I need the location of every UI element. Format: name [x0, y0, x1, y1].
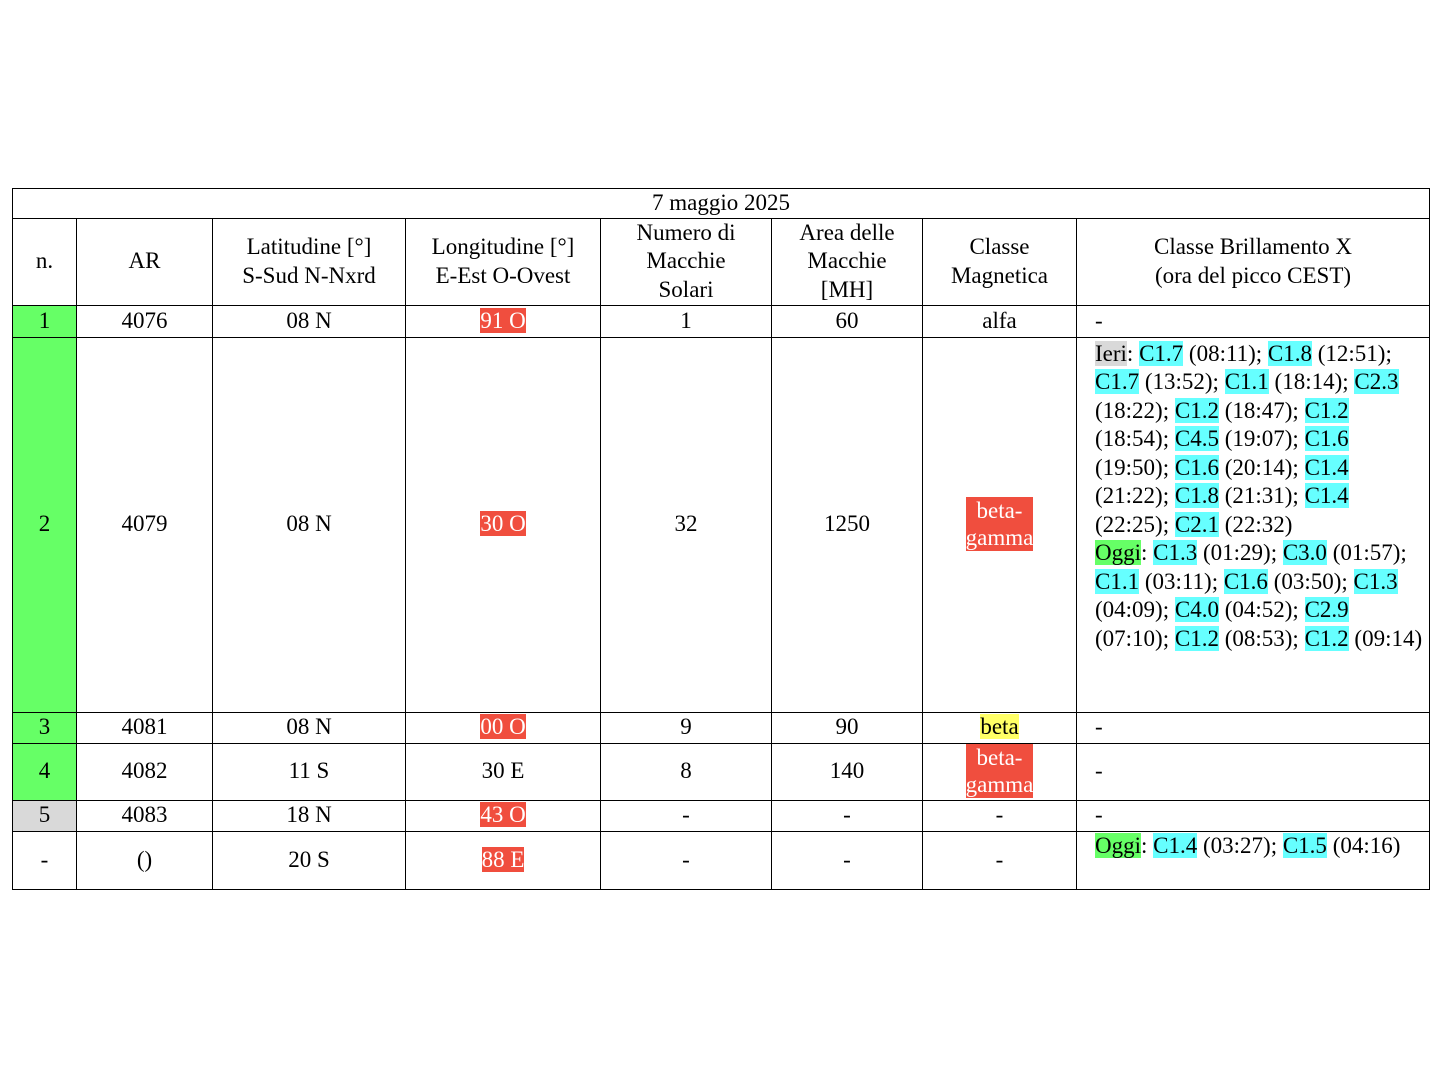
magnetic-class-highlight	[966, 497, 1034, 551]
flare-cell: -	[1077, 800, 1430, 831]
flare-class: C1.3	[1353, 568, 1398, 594]
flare-cell: -	[1077, 712, 1430, 743]
flare-class: C1.4	[1304, 454, 1349, 480]
longitude-cell	[406, 831, 601, 889]
row-number-cell: 2	[13, 337, 77, 712]
magnetic-class-cell	[923, 337, 1077, 712]
header-magnetic-class-line1: Classe	[969, 234, 1030, 259]
header-sunspot-area	[772, 218, 923, 305]
flare-class: C1.7	[1095, 369, 1140, 394]
latitude-cell: 08 N	[213, 337, 406, 712]
longitude-highlight: 30 O	[480, 511, 526, 537]
header-latitude-line2: S-Sud N-Nxrd	[242, 262, 376, 288]
table-row	[13, 743, 1430, 800]
flare-list-oggi: Oggi: C1.3 (01:29); C3.0 (01:57); C1.1 (03:11); C1.6 (03:50); C1.3 (04:09); C4.0 (04:52); C2.9 (07:10); C1.2 (08:53); C1.2 (09:14)	[1095, 540, 1423, 651]
longitude-highlight: 88 E	[481, 846, 525, 872]
flare-time: (18:54);	[1095, 426, 1175, 451]
header-latitude	[213, 218, 406, 305]
magnetic-class-cell	[923, 712, 1077, 743]
flare-time: (04:16)	[1326, 832, 1401, 858]
sunspot-area-cell: 140	[772, 743, 923, 800]
longitude-highlight: 91 O	[480, 307, 526, 333]
flare-time: (18:22);	[1095, 397, 1175, 423]
header-magnetic-class-line2: Magnetica	[950, 262, 1049, 288]
magnetic-class-cell: -	[923, 800, 1077, 831]
latitude-cell: 20 S	[213, 831, 406, 889]
flare-time: (03:50);	[1267, 568, 1354, 594]
table-row	[13, 800, 1430, 831]
flare-list-ieri: Ieri: C1.7 (08:11); C1.8 (12:51); C1.7 (13:52); C1.1 (18:14); C2.3 (18:22); C1.2 (18:47); C1.2 (18:54); C4.5 (19:07); C1.6 (19:50); C1.6 (20:14); C1.4 (21:22); C1.8 (21:31); C1.4 (22:25); C2.1 (22:32)	[1095, 340, 1399, 537]
flare-cell: -	[1077, 743, 1430, 800]
flare-list-oggi: Oggi: C1.4 (03:27); C1.5 (04:16)	[1095, 832, 1401, 858]
longitude-cell: 30 E	[406, 743, 601, 800]
flare-cell	[1077, 337, 1430, 712]
header-sunspot-count-line3: Solari	[658, 276, 714, 302]
flare-time: (18:47);	[1218, 397, 1305, 423]
magnetic-class-cell: -	[923, 831, 1077, 889]
header-longitude-line2: E-Est O-Ovest	[435, 262, 571, 288]
header-flare-class-line1: Classe Brillamento X	[1153, 234, 1353, 259]
sunspot-count-cell: 8	[601, 743, 772, 800]
flare-class: C1.6	[1223, 568, 1268, 594]
latitude-cell: 18 N	[213, 800, 406, 831]
ar-cell: 4082	[77, 743, 213, 800]
header-sunspot-count-line2: Macchie	[646, 248, 726, 274]
oggi-label: Oggi	[1095, 832, 1141, 858]
flare-class: C1.2	[1174, 397, 1219, 423]
header-ar: AR	[77, 218, 213, 305]
flare-class: C1.1	[1224, 369, 1269, 394]
sunspot-report-table	[12, 188, 1430, 890]
flare-class: C4.0	[1174, 597, 1219, 622]
flare-time: (18:14);	[1268, 369, 1355, 394]
magnetic-class-cell: alfa	[923, 305, 1077, 337]
magnetic-class-line1: beta-	[976, 744, 1023, 770]
row-number-cell: 1	[13, 305, 77, 337]
magnetic-class-line2: gamma	[965, 771, 1034, 797]
sunspot-count-cell: 9	[601, 712, 772, 743]
header-sunspot-area-line2: Macchie	[807, 248, 887, 274]
sunspot-area-cell: 60	[772, 305, 923, 337]
flare-time: (08:53);	[1218, 625, 1305, 651]
header-sunspot-count-line1: Numero di	[636, 219, 736, 245]
longitude-cell	[406, 800, 601, 831]
latitude-cell: 11 S	[213, 743, 406, 800]
flare-time: (04:09);	[1095, 597, 1175, 622]
header-sunspot-count	[601, 218, 772, 305]
flare-time: (21:31);	[1218, 483, 1305, 508]
flare-class: C1.6	[1174, 454, 1219, 480]
header-sunspot-area-line3: [MH]	[820, 276, 874, 302]
ar-cell: ()	[77, 831, 213, 889]
flare-class: C1.6	[1304, 426, 1349, 451]
ar-cell: 4079	[77, 337, 213, 712]
table-row	[13, 337, 1430, 712]
magnetic-class-highlight: beta	[980, 714, 1019, 740]
flare-time: (01:57);	[1326, 540, 1407, 565]
flare-time: (22:25);	[1095, 511, 1175, 537]
flare-time: (03:11);	[1139, 568, 1224, 594]
flare-time: (08:11);	[1183, 340, 1268, 366]
longitude-highlight: 00 O	[480, 714, 526, 740]
sunspot-area-cell: 90	[772, 712, 923, 743]
latitude-cell: 08 N	[213, 305, 406, 337]
flare-class: C1.4	[1153, 832, 1198, 858]
header-longitude-line1: Longitudine [°]	[431, 234, 575, 259]
magnetic-class-line1: beta-	[976, 497, 1023, 523]
oggi-label: Oggi	[1095, 540, 1141, 565]
longitude-cell	[406, 305, 601, 337]
row-number-cell: 5	[13, 800, 77, 831]
flare-class: C2.1	[1174, 511, 1219, 537]
sunspot-count-cell: 32	[601, 337, 772, 712]
flare-class: C1.2	[1174, 625, 1219, 651]
flare-cell: -	[1077, 305, 1430, 337]
longitude-cell	[406, 712, 601, 743]
flare-time: (03:27);	[1197, 832, 1283, 858]
longitude-highlight: 43 O	[480, 802, 526, 828]
flare-time: (04:52);	[1218, 597, 1305, 622]
flare-class: C4.5	[1174, 426, 1219, 451]
magnetic-class-cell	[923, 743, 1077, 800]
header-magnetic-class	[923, 218, 1077, 305]
sunspot-count-cell: 1	[601, 305, 772, 337]
flare-time: (09:14)	[1348, 625, 1423, 651]
flare-class: C1.1	[1095, 568, 1140, 594]
flare-time: (20:14);	[1218, 454, 1305, 480]
flare-class: C1.8	[1267, 340, 1312, 366]
table-row	[13, 831, 1430, 889]
title-row	[13, 189, 1430, 219]
flare-time: (19:50);	[1095, 454, 1175, 480]
sunspot-area-cell: -	[772, 800, 923, 831]
ar-cell: 4083	[77, 800, 213, 831]
flare-class: C2.3	[1354, 369, 1399, 394]
ar-cell: 4081	[77, 712, 213, 743]
magnetic-class-line2: gamma	[965, 524, 1034, 550]
flare-class: C2.9	[1304, 597, 1349, 622]
ar-cell: 4076	[77, 305, 213, 337]
header-longitude	[406, 218, 601, 305]
header-row	[13, 218, 1430, 305]
header-sunspot-area-line1: Area delle	[799, 219, 895, 245]
table-title: 7 maggio 2025	[13, 189, 1430, 219]
row-number-cell: 3	[13, 712, 77, 743]
flare-class: C1.4	[1304, 483, 1349, 508]
flare-class: C1.5	[1282, 832, 1327, 858]
flare-class: C1.8	[1174, 483, 1219, 508]
row-number-cell: 4	[13, 743, 77, 800]
flare-time: (01:29);	[1197, 540, 1283, 565]
header-flare-class	[1077, 218, 1430, 305]
flare-time: (22:32)	[1218, 511, 1293, 537]
sunspot-area-cell: -	[772, 831, 923, 889]
flare-time: (13:52);	[1139, 369, 1225, 394]
sunspot-count-cell: -	[601, 800, 772, 831]
ieri-label: Ieri	[1095, 340, 1127, 366]
longitude-cell	[406, 337, 601, 712]
row-number-cell: -	[13, 831, 77, 889]
flare-time: (19:07);	[1218, 426, 1305, 451]
flare-class: C1.7	[1139, 340, 1184, 366]
flare-class: C3.0	[1282, 540, 1327, 565]
sunspot-area-cell: 1250	[772, 337, 923, 712]
flare-time: (07:10);	[1095, 625, 1175, 651]
header-latitude-line1: Latitudine [°]	[246, 234, 372, 259]
table-row	[13, 712, 1430, 743]
flare-class: C1.2	[1304, 397, 1349, 423]
header-flare-class-line2: (ora del picco CEST)	[1154, 262, 1352, 288]
table-row	[13, 305, 1430, 337]
latitude-cell: 08 N	[213, 712, 406, 743]
flare-time: (12:51);	[1312, 340, 1392, 366]
flare-class: C1.3	[1153, 540, 1198, 565]
flare-cell	[1077, 831, 1430, 889]
flare-class: C1.2	[1304, 625, 1349, 651]
sunspot-count-cell: -	[601, 831, 772, 889]
header-n: n.	[13, 218, 77, 305]
flare-time: (21:22);	[1095, 483, 1175, 508]
magnetic-class-highlight	[966, 744, 1034, 798]
